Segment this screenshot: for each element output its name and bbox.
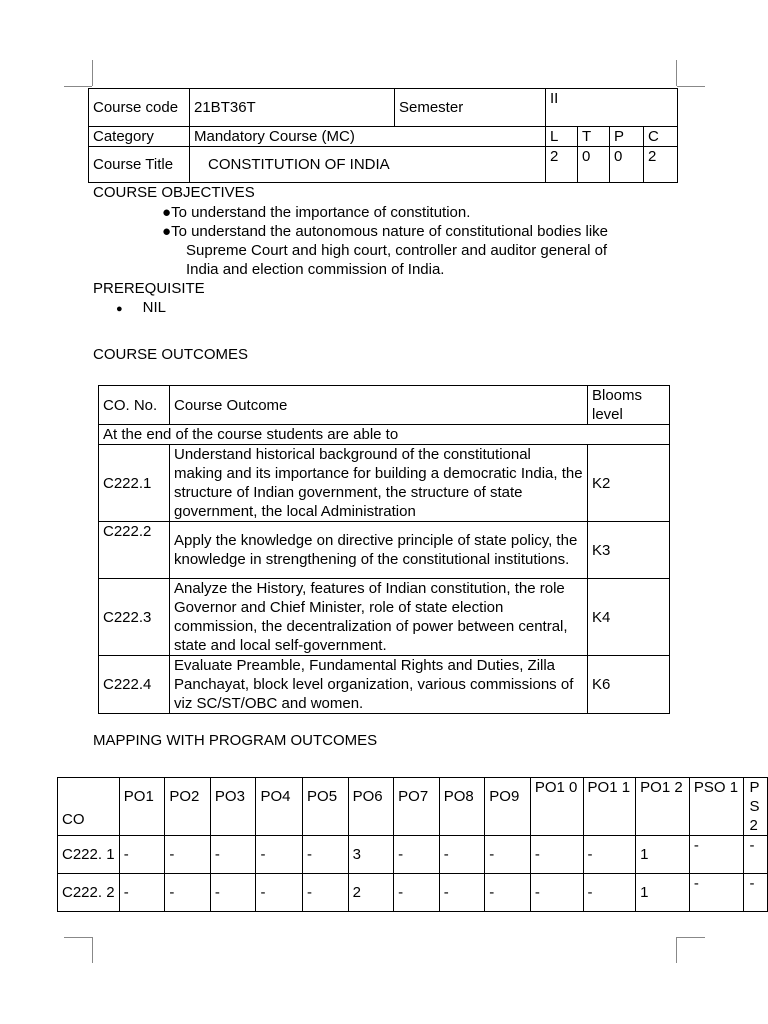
mapping-cell: - [743,836,767,874]
col-header-po6: PO6 [348,778,394,836]
co-number: C222.4 [99,656,170,714]
prerequisite-heading: PREREQUISITE [93,280,205,297]
col-header-po4: PO4 [256,778,303,836]
prerequisite-item: ● NIL [116,299,166,316]
ltpc-header-c: C [644,127,678,147]
mapping-table [57,777,768,912]
col-header-ps2: PS 2 [743,778,767,836]
col-header-po1: PO1 [119,778,165,836]
mapping-cell: - [119,874,165,912]
category-label: Category [89,127,190,147]
table-row [99,579,670,656]
course-code-label: Course code [89,89,190,127]
col-header-po3: PO3 [210,778,256,836]
course-title-value: CONSTITUTION OF INDIA [190,147,546,183]
col-header-po8: PO8 [439,778,485,836]
col-header-blooms: Blooms level [588,386,670,425]
mapping-cell: - [303,874,349,912]
course-header-table [88,88,678,183]
objective-continuation: Supreme Court and high court, controller and auditor general of [186,242,608,259]
table-row [58,874,768,912]
outcomes-heading: COURSE OUTCOMES [93,346,249,363]
mapping-cell: - [485,836,531,874]
mapping-co: C222. 1 [58,836,120,874]
col-header-po2: PO2 [165,778,211,836]
mapping-cell: - [394,874,440,912]
mapping-cell: - [394,836,440,874]
table-row [99,445,670,522]
mapping-cell: - [165,874,211,912]
co-level: K3 [588,522,670,579]
co-text: Apply the knowledge on directive principle of state policy, the knowledge in strengthening of the constitutional institutions. [170,522,588,579]
mapping-cell: - [210,836,256,874]
mapping-heading: MAPPING WITH PROGRAM OUTCOMES [93,732,378,749]
crop-mark [64,86,92,87]
mapping-cell: - [439,836,485,874]
co-text: Understand historical background of the constitutional making and its importance for building a democratic India, the structure of Indian government, the structure of state government, the local Administration [170,445,588,522]
co-number: C222.3 [99,579,170,656]
category-value: Mandatory Course (MC) [190,127,546,147]
mapping-cell: - [165,836,211,874]
crop-mark [677,86,705,87]
mapping-cell: - [689,874,743,912]
col-header-po10: PO1 0 [530,778,583,836]
mapping-cell: 2 [348,874,394,912]
objectives-heading: COURSE OBJECTIVES [93,184,255,201]
col-header-po11: PO1 1 [583,778,636,836]
bullet-icon: ● [162,223,172,240]
mapping-cell: - [439,874,485,912]
semester-label: Semester [395,89,546,127]
table-row [99,522,670,579]
co-text: Evaluate Preamble, Fundamental Rights and Duties, Zilla Panchayat, block level organization, various commissions of viz SC/ST/OBC and women. [170,656,588,714]
mapping-cell: - [256,836,303,874]
crop-mark [676,60,677,86]
mapping-cell: 1 [636,836,690,874]
course-title-label: Course Title [89,147,190,183]
mapping-cell: - [530,874,583,912]
mapping-cell: - [530,836,583,874]
course-code-value: 21BT36T [190,89,395,127]
ltpc-value-l: 2 [546,147,578,183]
outcomes-intro: At the end of the course students are able to [99,425,670,445]
mapping-cell: 1 [636,874,690,912]
crop-mark [677,937,705,938]
col-header-po12: PO1 2 [636,778,690,836]
semester-value: II [546,89,678,127]
co-number: C222.1 [99,445,170,522]
objective-item: ●To understand the importance of constitution. [162,204,471,221]
ltpc-header-t: T [578,127,610,147]
ltpc-value-p: 0 [610,147,644,183]
mapping-cell: - [583,836,636,874]
table-row [99,656,670,714]
table-row [58,836,768,874]
ltpc-value-c: 2 [644,147,678,183]
course-outcomes-table [98,385,670,714]
ltpc-header-p: P [610,127,644,147]
mapping-cell: - [210,874,256,912]
mapping-cell: - [743,874,767,912]
bullet-icon: ● [162,204,172,221]
mapping-co: C222. 2 [58,874,120,912]
crop-mark [92,937,93,963]
col-header-pso1: PSO 1 [689,778,743,836]
mapping-cell: - [256,874,303,912]
col-header-outcome: Course Outcome [170,386,588,425]
col-header-po7: PO7 [394,778,440,836]
ltpc-value-t: 0 [578,147,610,183]
ltpc-header-l: L [546,127,578,147]
mapping-cell: - [689,836,743,874]
crop-mark [64,937,92,938]
co-text: Analyze the History, features of Indian constitution, the role Governor and Chief Minister, role of state election commission, the decentralization of power between central, state and local self-government. [170,579,588,656]
co-level: K4 [588,579,670,656]
col-header-co-no: CO. No. [99,386,170,425]
col-header-co: CO [58,778,120,836]
mapping-cell: - [303,836,349,874]
mapping-cell: 3 [348,836,394,874]
mapping-cell: - [583,874,636,912]
mapping-cell: - [119,836,165,874]
co-level: K2 [588,445,670,522]
objective-item: ●To understand the autonomous nature of constitutional bodies like [162,223,609,240]
objective-continuation: India and election commission of India. [186,261,445,278]
mapping-cell: - [485,874,531,912]
col-header-po9: PO9 [485,778,531,836]
bullet-icon: ● [116,303,123,315]
crop-mark [92,60,93,86]
col-header-po5: PO5 [303,778,349,836]
co-level: K6 [588,656,670,714]
crop-mark [676,937,677,963]
co-number: C222.2 [99,522,170,579]
